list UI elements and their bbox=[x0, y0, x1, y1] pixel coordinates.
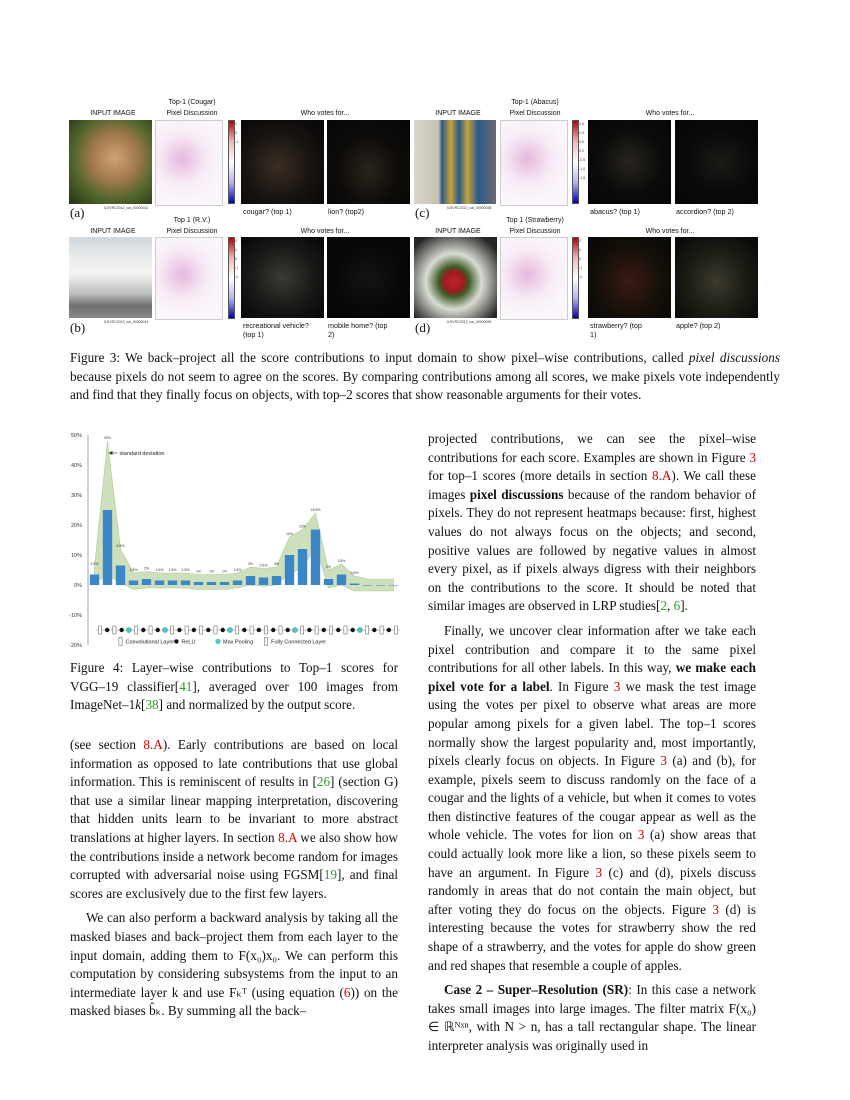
bar-value-label: 25% bbox=[103, 436, 112, 440]
bar-conv1_2 bbox=[103, 510, 112, 585]
paragraph: We can also perform a backward analysis by taking all the masked biases and back–project them from each layer to the input domain, adding them to F(x₀)x₀. We can perform this computation by considering subsystems from the input to an intermediate layer k and use Fₖᵀ (using equation (6)) on the masked biases b̂ₖ. By summing all the back– bbox=[70, 910, 398, 1019]
bar-conv5_4 bbox=[337, 575, 346, 586]
bar-value-label: 1.5% bbox=[129, 568, 138, 572]
vote-label-top1: recreational vehicle? (top 1) bbox=[243, 321, 309, 339]
conv-layer-marker bbox=[236, 626, 239, 634]
left-column-text bbox=[70, 736, 398, 1021]
pixel-discussion-map bbox=[500, 120, 568, 206]
rv-image bbox=[69, 237, 152, 318]
bar-conv2_1 bbox=[129, 581, 138, 586]
bar-conv3_2 bbox=[181, 581, 190, 586]
vote-label-top1: strawberry? (top 1) bbox=[590, 321, 642, 339]
bar-conv3_1 bbox=[168, 581, 177, 586]
input-image-label: INPUT IMAGE bbox=[435, 228, 481, 235]
bar-pool5 bbox=[350, 584, 359, 586]
paragraph: Finally, we uncover clear information after we take each pixel contribution and compare it to the same pixel contributions for all other labels. In this way, we make each pixel vote for a label. In Figure 3 we mask the test image using the votes per pixel to observe what areas are more popular among pixels for a given label. The top–1 scores normally show the largest popularity and, most importantly, pixels clearly focus on objects. In Figure 3 (a) and (b), for example, pixels seem to discuss randomly on the face of a cougar and the lights of a vehicle, but when it comes to votes then distinctive features of the cougar appear as well as the whole vehicle. The votes for lion on 3 (a) show areas that could actually look more like a lion, so these pixels seem to have an argument. In Figure 3 (c) and (d), pixels discuss randomly in areas that do not contain the main object, but after voting they do focus on the objects. Figure 3 (d) is interesting because the votes for strawberry show the red shape of a strawberry, and the votes for apple do show green and red shapes that resemble a couple of apples. bbox=[428, 622, 757, 973]
conv-layer-marker bbox=[185, 626, 188, 634]
pixel-discussion-label: Pixel Discussion bbox=[166, 228, 218, 235]
figure-3-caption: Figure 3: We back–project all the score contributions to input domain to show pixel–wise contributions, called pixel discussions because pixels do not seem to agree on the scores. By comparing contributions among all scores, we make pixels vote independently and find that they finally focus on objects, with top–2 scores that show reasonable arguments for their votes. bbox=[70, 350, 780, 403]
bar-fc7 bbox=[376, 585, 385, 586]
bar-value-label: 3.5% bbox=[337, 559, 346, 563]
bar-value-label: 18.5% bbox=[310, 508, 321, 512]
bar-conv4_4 bbox=[272, 576, 281, 585]
image-id: ILSVRC2012_val_00000014 bbox=[104, 320, 149, 324]
vote-map-top2 bbox=[675, 237, 758, 318]
vote-map-top2 bbox=[327, 237, 410, 318]
bar-conv1_1 bbox=[90, 575, 99, 586]
input-image-label: INPUT IMAGE bbox=[90, 228, 136, 235]
pixel-discussion-label: Pixel Discussion bbox=[509, 228, 561, 235]
vote-label-top2: accordion? (top 2) bbox=[676, 207, 734, 216]
image-id: ILSVRC2012_val_00000012 bbox=[104, 206, 149, 210]
relu-marker bbox=[286, 628, 290, 632]
conv-layer-marker bbox=[329, 626, 332, 634]
vote-label-top1: abacus? (top 1) bbox=[590, 207, 640, 216]
panel-letter: (d) bbox=[415, 320, 431, 335]
maxpool-marker bbox=[227, 627, 232, 632]
top1-label: Top-1 (Cougar) bbox=[168, 99, 216, 106]
bar-pool3 bbox=[220, 582, 229, 585]
maxpool-marker bbox=[126, 627, 131, 632]
bar-value-label: 1% bbox=[208, 569, 215, 574]
bar-pool2 bbox=[155, 581, 164, 586]
pixel-discussion-map bbox=[500, 237, 568, 320]
vote-map-top2 bbox=[675, 120, 758, 204]
y-tick-label: 50% bbox=[70, 433, 82, 439]
bar-value-label: 2.5% bbox=[259, 563, 268, 568]
bar-pool4 bbox=[285, 555, 294, 585]
pixel-discussion-label: Pixel Discussion bbox=[509, 110, 561, 117]
conv-layer-marker bbox=[344, 626, 347, 634]
relu-marker bbox=[221, 628, 225, 632]
image-id: ILSVRC2012_val_00000099 bbox=[447, 320, 492, 324]
abacus-image bbox=[414, 120, 496, 204]
bar-value-label: 3.5% bbox=[90, 562, 99, 566]
vote-map-top2 bbox=[327, 120, 410, 204]
panel-letter: (a) bbox=[70, 205, 85, 220]
bar-value-label: 0.5% bbox=[350, 571, 359, 575]
y-tick-label: 0% bbox=[74, 583, 82, 589]
bar-conv5_2 bbox=[311, 530, 320, 586]
top1-label: Top 1 (R.V.) bbox=[173, 217, 211, 224]
pixel-discussion-map bbox=[155, 120, 223, 206]
y-tick-label: -20% bbox=[69, 643, 82, 649]
conv-layer-marker bbox=[149, 626, 152, 634]
bar-value-label: 1.5% bbox=[181, 568, 190, 572]
relu-marker bbox=[177, 628, 181, 632]
bar-value-label: 3% bbox=[273, 562, 280, 566]
relu-marker bbox=[192, 628, 196, 632]
conv-layer-marker bbox=[134, 626, 137, 634]
relu-marker bbox=[307, 628, 311, 632]
colorbar bbox=[228, 120, 235, 204]
strawberry-image bbox=[414, 237, 497, 318]
panel-letter: (b) bbox=[70, 320, 86, 335]
pixel-discussion-map bbox=[155, 237, 223, 320]
bar-conv3_3 bbox=[194, 582, 203, 585]
relu-marker bbox=[242, 628, 246, 632]
colorbar bbox=[572, 237, 579, 319]
fc-layer-marker bbox=[380, 626, 383, 634]
maxpool-marker bbox=[357, 627, 362, 632]
bar-pool1 bbox=[116, 566, 125, 586]
bar-fc6 bbox=[363, 585, 372, 586]
bar-conv5_1 bbox=[298, 549, 307, 585]
y-tick-label: 40% bbox=[70, 463, 82, 469]
bar-value-label: 12% bbox=[298, 524, 307, 529]
bar-value-label: 2% bbox=[325, 565, 332, 569]
colorbar bbox=[572, 120, 579, 204]
bar-value-label: 1.5% bbox=[233, 568, 242, 572]
relu-marker bbox=[271, 628, 275, 632]
vote-label-top2: mobile home? (top 2) bbox=[328, 321, 388, 339]
conv-layer-marker bbox=[279, 626, 282, 634]
bar-fc8 bbox=[389, 585, 398, 586]
vote-label-top1: cougar? (top 1) bbox=[243, 207, 292, 216]
input-image-label: INPUT IMAGE bbox=[90, 110, 136, 117]
legend-label: Max Pooling bbox=[223, 639, 254, 646]
conv-layer-marker bbox=[171, 626, 174, 634]
conv-layer-marker bbox=[315, 626, 318, 634]
bar-value-label: 3% bbox=[247, 562, 254, 566]
conv-layer-marker bbox=[98, 626, 101, 634]
relu-marker bbox=[257, 628, 261, 632]
y-tick-label: 20% bbox=[70, 523, 82, 529]
who-votes-label: Who votes for... bbox=[645, 110, 695, 117]
fc-layer-marker bbox=[366, 626, 369, 634]
bar-value-label: 6.5% bbox=[116, 544, 125, 548]
conv-layer-marker bbox=[301, 626, 304, 634]
colorbar-ticks: 2 1 0 -1 -2 bbox=[235, 239, 239, 279]
vote-label-top2: lion? (top2) bbox=[328, 207, 364, 216]
y-tick-label: 30% bbox=[70, 493, 82, 499]
legend-swatch bbox=[174, 639, 178, 643]
colorbar-ticks: 1.5 1.0 0.5 0.0 -0.5 -1.0 -1.5 bbox=[579, 122, 586, 180]
bar-value-label: 1% bbox=[195, 569, 202, 574]
input-image-label: INPUT IMAGE bbox=[435, 110, 481, 117]
vote-map-top1 bbox=[241, 120, 324, 204]
layer-contributions-chart bbox=[60, 425, 405, 650]
conv-layer-marker bbox=[113, 626, 116, 634]
image-id: ILSVRC2012_val_00000038 bbox=[447, 206, 492, 210]
who-votes-label: Who votes for... bbox=[300, 228, 350, 235]
pixel-discussion-label: Pixel Discussion bbox=[166, 110, 218, 117]
bar-conv2_2 bbox=[142, 579, 151, 585]
paragraph: (see section 8.A). Early contributions are based on local information as opposed to late contributions that use global information. This is reminiscent of results in [26] (section G) that use a similar linear mapping interpretation, discovering that hidden units learn to be invariant to more abstract translations at higher layers. In section 8.A we also show how the contributions inside a network become random for images corrupted with adversarial noise using FGSM[19], and final scores are exclusively due to the first few layers. bbox=[70, 737, 398, 901]
bar-conv4_2 bbox=[246, 576, 255, 585]
conv-layer-marker bbox=[264, 626, 267, 634]
y-tick-label: 10% bbox=[70, 553, 82, 559]
bar-conv5_3 bbox=[324, 579, 333, 585]
vote-label-top2: apple? (top 2) bbox=[676, 321, 721, 330]
maxpool-marker bbox=[292, 627, 297, 632]
legend-label: ReLU bbox=[181, 639, 196, 646]
panel-letter: (c) bbox=[415, 205, 430, 220]
relu-marker bbox=[141, 628, 145, 632]
relu-marker bbox=[105, 628, 109, 632]
figure-4-caption: Figure 4: Layer–wise contributions to Top–1 scores for VGG–19 classifier[41], averaged over 100 images from ImageNet–1k[38] and normalized by the output score. bbox=[70, 660, 399, 713]
legend-swatch bbox=[119, 637, 122, 645]
relu-marker bbox=[206, 628, 210, 632]
legend-label: Fully Connected Layer bbox=[271, 639, 327, 646]
relu-marker bbox=[156, 628, 160, 632]
conv-layer-marker bbox=[199, 626, 202, 634]
relu-marker bbox=[336, 628, 340, 632]
bar-value-label: 2% bbox=[143, 566, 150, 571]
bar-value-label: 10% bbox=[285, 532, 294, 536]
vote-map-top1 bbox=[588, 120, 671, 204]
y-tick-label: -10% bbox=[69, 613, 82, 619]
relu-marker bbox=[119, 628, 123, 632]
vote-map-top1 bbox=[588, 237, 671, 318]
cougar-image bbox=[69, 120, 152, 204]
annotation-text: standard deviation bbox=[119, 451, 165, 457]
bar-conv4_3 bbox=[259, 578, 268, 586]
colorbar-ticks: 1 0 -1 bbox=[235, 122, 239, 144]
bar-value-label: 1% bbox=[221, 569, 228, 574]
paragraph: Case 2 – Super–Resolution (SR): In this case a network takes small images into large images. The filter matrix F(x₀) ∈ ℝᴺˣⁿ, with N > n, has a tall rectangular shape. The linear interpreter analysis was originally used in bbox=[428, 982, 756, 1053]
relu-marker bbox=[387, 628, 391, 632]
right-column-text bbox=[428, 430, 756, 1056]
colorbar bbox=[228, 237, 235, 319]
legend-label: Convolutional Layer bbox=[125, 639, 175, 646]
bar-value-label: 1.5% bbox=[168, 568, 177, 572]
bar-value-label: 1.5% bbox=[155, 568, 164, 572]
bar-conv4_1 bbox=[233, 581, 242, 586]
relu-marker bbox=[372, 628, 376, 632]
relu-marker bbox=[350, 628, 354, 632]
paragraph: projected contributions, we can see the pixel–wise contributions for each score. Examples are shown in Figure 3 for top–1 scores (more details in section 8.A). We call these images pixel discussions because of the random behavior of pixels. They do not represent heatmaps because: first, highest values do not always focus on the objects; and second, positive values are followed by negative values in almost every pixel, as if pixels always digress with their neighbors on the contributions to the score. It should be noted that similar images are observed in LRP studies[2, 6]. bbox=[428, 431, 756, 614]
conv-layer-marker bbox=[250, 626, 253, 634]
std-band bbox=[95, 441, 394, 591]
maxpool-marker bbox=[162, 627, 167, 632]
legend-swatch bbox=[265, 637, 268, 645]
bar-conv3_4 bbox=[207, 582, 216, 585]
fc-layer-marker bbox=[394, 626, 397, 634]
top1-label: Top 1 (Strawberry) bbox=[506, 217, 564, 224]
who-votes-label: Who votes for... bbox=[645, 228, 695, 235]
top1-label: Top-1 (Abacus) bbox=[511, 99, 559, 106]
vote-map-top1 bbox=[241, 237, 324, 318]
relu-marker bbox=[322, 628, 326, 632]
legend-swatch bbox=[215, 639, 220, 644]
conv-layer-marker bbox=[214, 626, 217, 634]
who-votes-label: Who votes for... bbox=[300, 110, 350, 117]
colorbar-ticks: 2 1 0 -1 -2 bbox=[579, 239, 583, 279]
